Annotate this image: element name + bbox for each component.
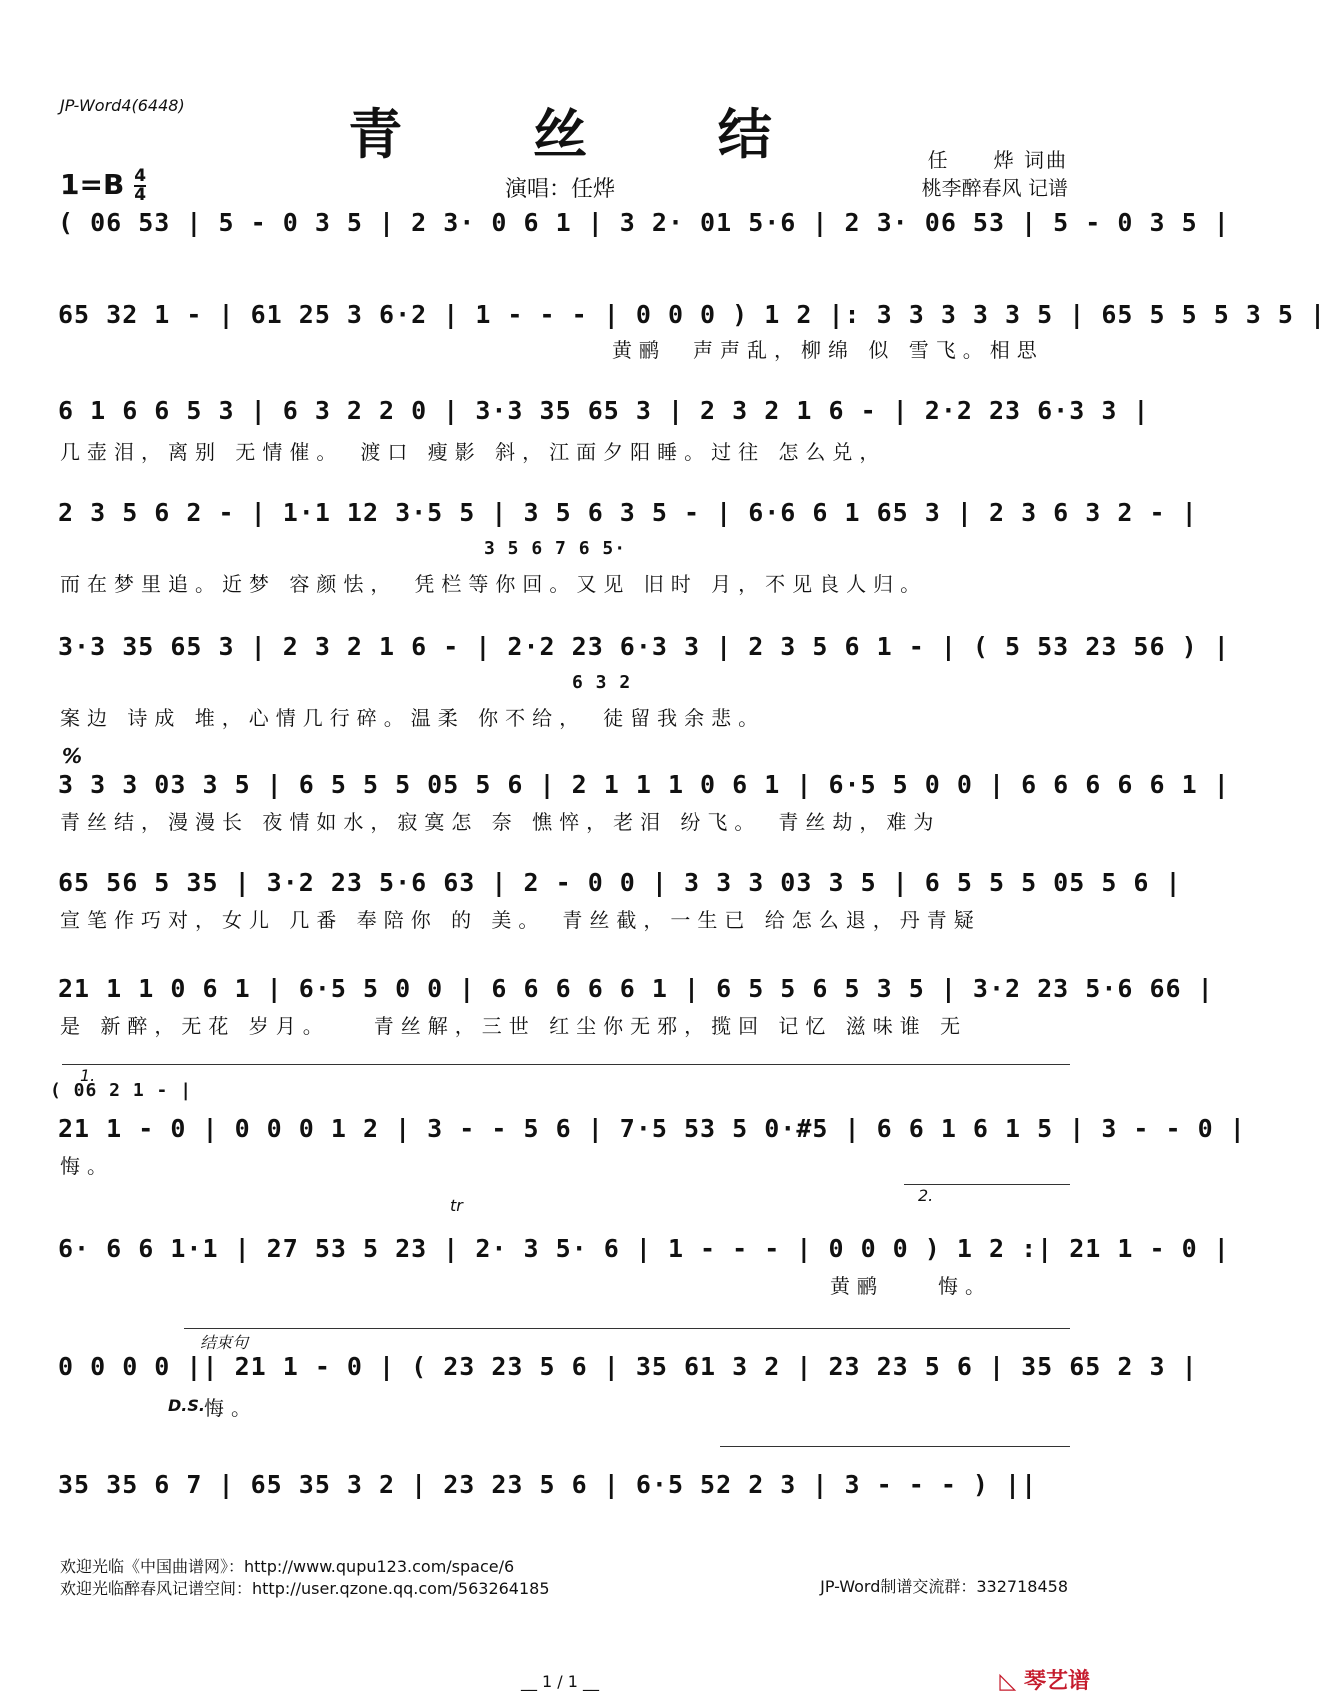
- logo-text: 琴艺谱: [1023, 1669, 1090, 1694]
- score-line-12: 35 35 6 7 | 65 35 3 2 | 23 23 5 6 | 6·5 52 2 3 | 3 - - - ) ||: [58, 1470, 1038, 1499]
- volta-bracket-2: [904, 1184, 1070, 1185]
- volta-2-label: 2.: [918, 1186, 934, 1205]
- lyrics-composer-credit: 任 烨 词曲: [927, 148, 1068, 172]
- key-signature: [60, 168, 146, 204]
- lyric-line-2: 几壶泪，离别 无情催。 渡口 瘦影 斜，江面夕阳睡。过往 怎么兑，: [60, 440, 887, 464]
- lyric-line-10: 悔。: [204, 1396, 258, 1420]
- score-line-2: 65 32 1 - | 61 25 3 6·2 | 1 - - - | 0 0 0 ) 1 2 |: 3 3 3 3 3 5 | 65 5 5 5 3 5 |: [58, 300, 1326, 329]
- footer-qq-group: JP-Word制谱交流群：332718458: [820, 1577, 1068, 1596]
- score-line-6: 3 3 3 03 3 5 | 6 5 5 5 05 5 6 | 2 1 1 1 0 6 1 | 6·5 5 0 0 | 6 6 6 6 6 1 |: [58, 770, 1230, 799]
- score-line-10: 6· 6 6 1·1 | 27 53 5 23 | 2· 3 5· 6 | 1 - - - | 0 0 0 ) 1 2 :| 21 1 - 0 |: [58, 1234, 1230, 1263]
- score-line-7: 65 56 5 35 | 3·2 23 5·6 63 | 2 - 0 0 | 3 3 3 03 3 5 | 6 5 5 5 05 5 6 |: [58, 868, 1182, 897]
- score-line-9: 21 1 - 0 | 0 0 0 1 2 | 3 - - 5 6 | 7·5 53 5 0·#5 | 6 6 1 6 1 5 | 3 - - 0 |: [58, 1114, 1246, 1143]
- logo-icon: ◺: [999, 1669, 1024, 1694]
- ds-mark: D.S.: [168, 1396, 205, 1415]
- score-line-8: 21 1 1 0 6 1 | 6·5 5 0 0 | 6 6 6 6 6 1 | 6 5 5 6 5 3 5 | 3·2 23 5·6 66 |: [58, 974, 1214, 1003]
- ending-label: 结束句: [200, 1333, 249, 1352]
- score-line-4: 2 3 5 6 2 - | 1·1 12 3·5 5 | 3 5 6 3 5 - | 6·6 6 1 65 3 | 2 3 6 3 2 - |: [58, 498, 1198, 527]
- lyric-line-1: 黄鹂 声声乱，柳绵 似 雪飞。相思: [612, 338, 1044, 362]
- segno-mark: %: [62, 744, 83, 768]
- generator-label: JP-Word4(6448): [60, 96, 185, 115]
- notation-credit: 桃李醉春风 记谱: [921, 176, 1068, 200]
- lyric-line-6: 宣笔作巧对，女儿 几番 奉陪你 的 美。 青丝截，一生已 给怎么退，丹青疑: [60, 908, 981, 932]
- lyric-line-5: 青丝结，漫漫长 夜情如水，寂寞怎 奈 憔悴，老泪 纷飞。 青丝劫，难为: [60, 810, 941, 834]
- site-logo: [999, 1664, 1090, 1695]
- score-subline-3: ( 06 2 1 - |: [50, 1080, 193, 1101]
- footer-link-qupu[interactable]: 欢迎光临《中国曲谱网》：http://www.qupu123.com/space/6: [60, 1557, 515, 1576]
- trill-mark: tr: [450, 1196, 463, 1215]
- lyric-line-8: 悔。: [60, 1154, 114, 1178]
- lyric-line-4: 案边 诗成 堆，心情几行碎。温柔 你不给， 徒留我余悲。: [60, 706, 766, 730]
- tie-bracket: [720, 1446, 1070, 1447]
- score-line-5: 3·3 35 65 3 | 2 3 2 1 6 - | 2·2 23 6·3 3 | 2 3 5 6 1 - | ( 5 53 23 56 ) |: [58, 632, 1230, 661]
- score-subline-2: 6 3 2: [572, 672, 632, 693]
- key-text: 1=B: [60, 168, 125, 201]
- song-title: 青 丝 结: [348, 102, 828, 166]
- lyric-line-9: 黄鹂 悔。: [830, 1274, 992, 1298]
- meter-bottom: 4: [134, 185, 147, 205]
- time-signature: [134, 168, 146, 204]
- lyric-line-7: 是 新醉，无花 岁月。 青丝解，三世 红尘你无邪，揽回 记忆 滋味谁 无: [60, 1014, 968, 1038]
- score-line-1: ( 06 53 | 5 - 0 3 5 | 2 3· 0 6 1 | 3 2· 01 5·6 | 2 3· 06 53 | 5 - 0 3 5 |: [58, 208, 1230, 237]
- score-line-3: 6 1 6 6 5 3 | 6 3 2 2 0 | 3·3 35 65 3 | 2 3 2 1 6 - | 2·2 23 6·3 3 |: [58, 396, 1150, 425]
- meter-top: 4: [134, 166, 147, 186]
- ending-bracket: [184, 1328, 1070, 1329]
- lyric-line-3: 而在梦里追。近梦 容颜怯， 凭栏等你回。又见 旧时 月，不见良人归。: [60, 572, 928, 596]
- volta-bracket-1: [62, 1064, 1070, 1065]
- footer-link-qzone[interactable]: 欢迎光临醉春风记谱空间：http://user.qzone.qq.com/563264185: [60, 1579, 550, 1598]
- volta-1-label: 1.: [80, 1066, 96, 1085]
- score-line-11: 0 0 0 0 || 21 1 - 0 | ( 23 23 5 6 | 35 61 3 2 | 23 23 5 6 | 35 65 2 3 |: [58, 1352, 1198, 1381]
- page-number: __ 1 / 1 __: [520, 1672, 600, 1691]
- score-subline-1: 3 5 6 7 6 5·: [484, 538, 627, 559]
- singer-credit: 演唱：任烨: [505, 177, 616, 202]
